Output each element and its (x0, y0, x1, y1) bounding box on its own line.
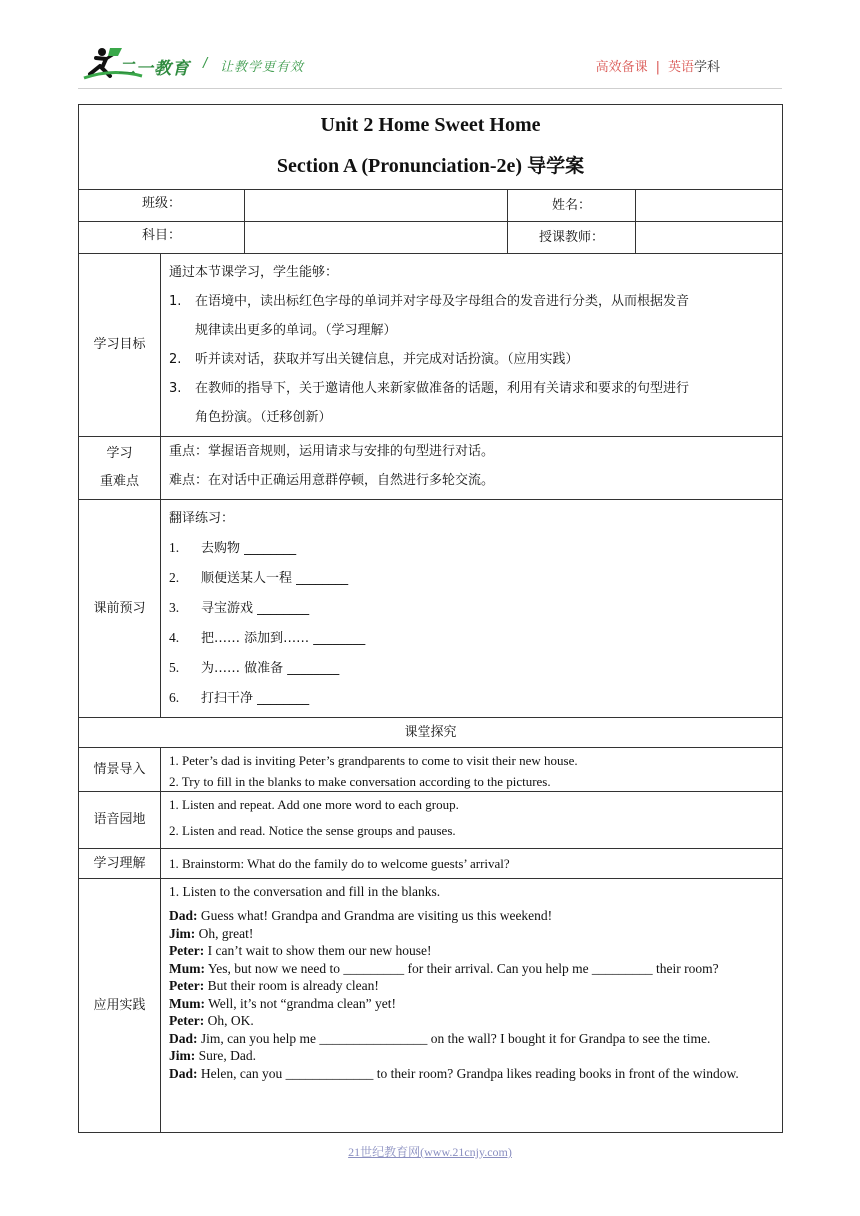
objectives-label: 学习目标 (79, 254, 161, 437)
objectives-content (161, 254, 783, 437)
phonics-line: 2. Listen and read. Notice the sense groups and pauses. (169, 823, 456, 838)
objective-item-cont: 规律读出更多的单词。（学习理解） (195, 323, 397, 338)
page-header (0, 0, 860, 90)
dialogue-line: Dad: Helen, can you _____________ to their room? Grandpa likes reading books in front of the window. (169, 1065, 739, 1081)
key-point: 重点：掌握语音规则，运用请求与安排的句型进行对话。 (169, 444, 495, 459)
dialogue-line: Peter: Oh, OK. (169, 1013, 254, 1028)
tag-subject-red: 英语 (667, 60, 694, 75)
header-slash: / (203, 55, 208, 72)
lead-in-line: 2. Try to fill in the blanks to make conversation according to the pictures. (169, 774, 551, 789)
key-points-label: 学习 重难点 (79, 437, 161, 500)
difficult-point: 难点：在对话中正确运用意群停顿，自然进行多轮交流。 (169, 473, 495, 488)
dialogue-line: Dad: Guess what! Grandpa and Grandma are visiting us this weekend! (169, 908, 553, 923)
dialogue-line: Peter: I can’t wait to show them our new house! (169, 943, 432, 958)
preview-item: 4. 把…… 添加到…… ________ (169, 630, 366, 646)
class-field[interactable] (244, 190, 507, 221)
section-title (79, 151, 782, 186)
guide-table (78, 104, 783, 1133)
understand-content: 1. Brainstorm: What do the family do to welcome guests’ arrival? (161, 849, 783, 879)
header-tag (596, 56, 720, 75)
preview-item: 3. 寻宝游戏 ________ (169, 600, 310, 616)
phonics-label: 语音园地 (79, 792, 161, 849)
preview-item: 1. 去购物 ________ (169, 540, 297, 556)
preview-content (161, 500, 783, 718)
preview-intro: 翻译练习： (169, 511, 235, 526)
footer-link[interactable]: 21世纪教育网(www.21cnjy.com) (348, 1145, 512, 1159)
preview-item: 5. 为…… 做准备 ________ (169, 660, 340, 676)
tag-subject: 学科 (693, 60, 720, 75)
name-label: 姓名： (508, 190, 636, 222)
explore-header: 课堂探究 (79, 718, 783, 748)
logo-text: 二一教育 (118, 59, 190, 78)
practice-content (161, 879, 783, 1133)
teacher-label: 授课教师： (508, 222, 636, 254)
section-title-en: Section A (Pronunciation-2e) (276, 155, 523, 177)
name-field[interactable] (636, 190, 783, 222)
practice-label: 应用实践 (79, 879, 161, 1133)
dialogue-line: Jim: Oh, great! (169, 925, 254, 941)
section-title-cn: 导学案 (527, 155, 585, 177)
objectives-intro: 通过本节课学习，学生能够： (169, 265, 339, 280)
teacher-field[interactable] (636, 222, 783, 254)
lead-in-content (161, 748, 783, 792)
phonics-content (161, 792, 783, 849)
tag-prep: 高效备课 (595, 60, 648, 75)
title-cell (79, 105, 783, 190)
header-slogan: 让教学更有效 (220, 60, 305, 75)
subject-label: 科目： (79, 222, 508, 254)
objective-item: 1. 在语境中，读出标红色字母的单词并对字母及字母组合的发音进行分类，从而根据发音 (169, 294, 690, 309)
dialogue-line: Dad: Jim, can you help me ________________ on the wall? I bought it for Grandpa to see the time. (169, 1030, 711, 1046)
key-points-content (161, 437, 783, 500)
dialogue-line: Mum: Well, it’s not “grandma clean” yet! (169, 995, 396, 1011)
objective-item: 2. 听并读对话，获取并写出关键信息，并完成对话扮演。（应用实践） (169, 352, 579, 367)
tag-separator: | (655, 60, 660, 75)
unit-title: Unit 2 Home Sweet Home (320, 114, 541, 136)
header-divider (78, 88, 782, 89)
preview-label: 课前预习 (79, 500, 161, 718)
preview-item: 6. 打扫干净 ________ (169, 690, 310, 706)
understand-label: 学习理解 (79, 849, 161, 879)
dialogue-line: Mum: Yes, but now we need to _________ for their arrival. Can you help me _________ their room? (169, 960, 719, 976)
objective-item-cont: 角色扮演。（迁移创新） (195, 410, 332, 425)
preview-item: 2. 顺便送某人一程 ________ (169, 570, 349, 586)
lead-in-label: 情景导入 (79, 748, 161, 792)
phonics-line: 1. Listen and repeat. Add one more word to each group. (169, 797, 459, 812)
objective-item: 3. 在教师的指导下，关于邀请他人来新家做准备的话题，利用有关请求和要求的句型进行 (169, 381, 690, 396)
dialogue-line: Jim: Sure, Dad. (169, 1048, 256, 1063)
dialogue-line: Peter: But their room is already clean! (169, 978, 379, 993)
practice-intro: 1. Listen to the conversation and fill in the blanks. (169, 884, 441, 899)
class-label: 班级： (79, 190, 508, 222)
lead-in-line: 1. Peter’s dad is inviting Peter’s grandparents to come to visit their new house. (169, 753, 578, 768)
subject-field[interactable] (244, 222, 507, 253)
